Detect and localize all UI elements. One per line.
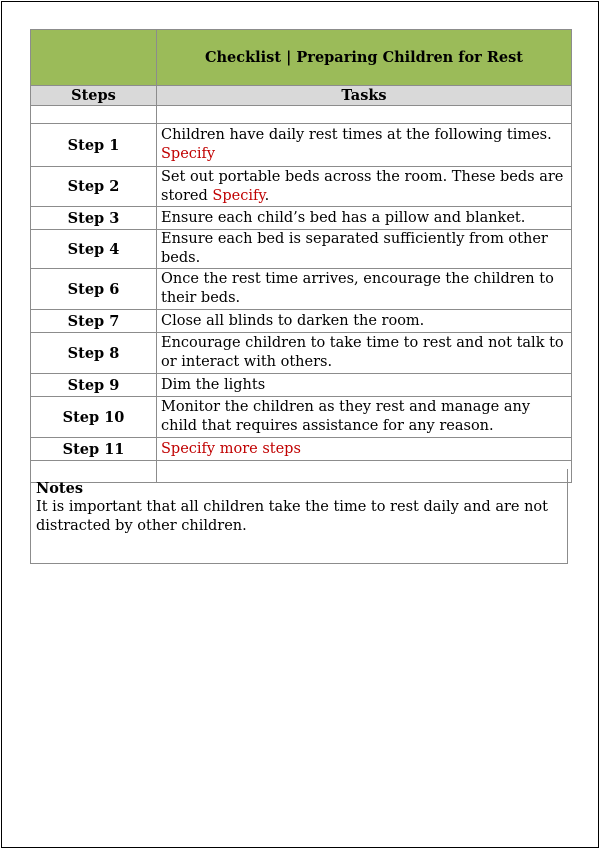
task-text: Children have daily rest times at the following times. Specify [157, 124, 572, 167]
step-label: Step 7 [31, 310, 157, 333]
specify-placeholder: Specify [212, 187, 265, 204]
table-row [31, 269, 572, 310]
task-text: Set out portable beds across the room. These beds are stored Specify. [157, 167, 572, 207]
notes-section [30, 469, 568, 564]
column-header-row [31, 86, 572, 106]
notes-text: It is important that all children take the time to rest daily and are not distracted by other children. [36, 499, 548, 534]
task-text: Ensure each child’s bed has a pillow and blanket. [157, 207, 572, 230]
step-label: Step 2 [31, 167, 157, 207]
task-text: Close all blinds to darken the room. [157, 310, 572, 333]
table-row [31, 438, 572, 461]
task-text: Dim the lights [157, 374, 572, 397]
empty-cell [31, 106, 157, 124]
step-label: Step 6 [31, 269, 157, 310]
table-row [31, 124, 572, 167]
step-label: Step 8 [31, 333, 157, 374]
step-label: Step 3 [31, 207, 157, 230]
table-row [31, 167, 572, 207]
step-label: Step 1 [31, 124, 157, 167]
table-row [31, 374, 572, 397]
steps-column-header: Steps [31, 86, 157, 106]
step-label: Step 9 [31, 374, 157, 397]
task-text: Once the rest time arrives, encourage the children to their beds. [157, 269, 572, 310]
title-blank-cell [31, 30, 157, 86]
empty-row-top [31, 106, 572, 124]
tasks-column-header: Tasks [157, 86, 572, 106]
task-text: Ensure each bed is separated sufficiently from other beds. [157, 230, 572, 269]
table-row [31, 397, 572, 438]
title-row [31, 30, 572, 86]
task-text: Encourage children to take time to rest and not talk to or interact with others. [157, 333, 572, 374]
step-label: Step 11 [31, 438, 157, 461]
step-label: Step 10 [31, 397, 157, 438]
checklist-title: Checklist | Preparing Children for Rest [157, 30, 572, 86]
table-row [31, 310, 572, 333]
checklist-table [30, 29, 572, 483]
table-row [31, 333, 572, 374]
table-row [31, 207, 572, 230]
specify-placeholder: Specify more steps [157, 438, 572, 461]
step-label: Step 4 [31, 230, 157, 269]
specify-placeholder: Specify [161, 146, 216, 162]
table-row [31, 230, 572, 269]
notes-label: Notes [36, 480, 84, 497]
task-text: Monitor the children as they rest and manage any child that requires assistance for any reason. [157, 397, 572, 438]
empty-cell [157, 106, 572, 124]
